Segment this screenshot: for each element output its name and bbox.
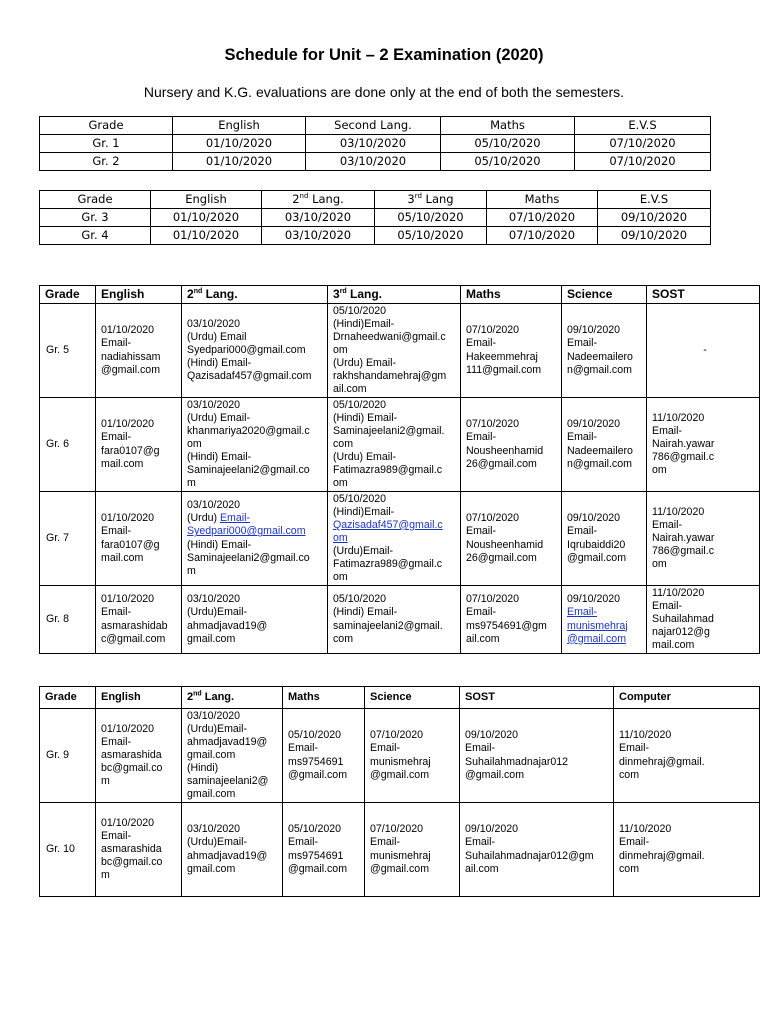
grade-cell: Gr. 8 — [40, 586, 96, 654]
email-link[interactable]: Email- — [567, 606, 598, 619]
table-row — [40, 586, 760, 654]
english-cell: 01/10/2020 Email- asmarashida bc@gmail.co m — [96, 709, 182, 803]
table-header-row — [40, 687, 760, 709]
grade-cell: Gr. 10 — [40, 803, 96, 897]
third-lang-cell: 05/10/2020 (Hindi)Email- Drnaheedwani@gmail.c om (Urdu) Email- rakhshandamehraj@gm ail.com — [328, 304, 461, 398]
date-cell: 07/10/2020 — [487, 227, 598, 245]
second-lang-cell: 03/10/2020 (Urdu)Email- ahmadjavad19@ gmail.com — [182, 586, 328, 654]
date-cell: 05/10/2020 — [375, 209, 487, 227]
sost-cell: 11/10/2020 Email- Nairah.yawar 786@gmail.c om — [647, 492, 760, 586]
header-english: English — [96, 687, 182, 709]
header-maths: Maths — [487, 191, 598, 209]
maths-cell: 07/10/2020 Email- Hakeemmehraj 111@gmail.com — [461, 304, 562, 398]
grade-cell: Gr. 7 — [40, 492, 96, 586]
maths-cell: 05/10/2020 Email- ms9754691 @gmail.com — [283, 803, 365, 897]
date-cell: 05/10/2020 — [441, 153, 575, 171]
header-science: Science — [365, 687, 460, 709]
schedule-table-gr5-8 — [39, 285, 760, 654]
header-computer: Computer — [614, 687, 760, 709]
header-grade: Grade — [40, 286, 96, 304]
header-rest: Lang — [421, 192, 454, 206]
schedule-table-gr1-2 — [39, 116, 711, 171]
date-cell: 09/10/2020 — [598, 209, 711, 227]
header-science: Science — [562, 286, 647, 304]
date-cell: 07/10/2020 — [575, 153, 711, 171]
table-header-row — [40, 117, 711, 135]
header-grade: Grade — [40, 687, 96, 709]
third-lang-cell: 05/10/2020 (Hindi) Email- saminajeelani2@gmail. com — [328, 586, 461, 654]
header-rest: Lang. — [201, 691, 235, 703]
table-row — [40, 135, 711, 153]
header-maths: Maths — [441, 117, 575, 135]
header-sup: nd — [193, 288, 203, 295]
email-link[interactable]: Syedpari000@gmail.com — [187, 525, 306, 538]
grade-cell: Gr. 9 — [40, 709, 96, 803]
header-english: English — [96, 286, 182, 304]
table-header-row — [40, 191, 711, 209]
date-cell: 01/10/2020 — [151, 209, 262, 227]
third-lang-cell — [328, 492, 461, 586]
sost-cell: - — [647, 304, 760, 398]
second-lang-cell — [182, 492, 328, 586]
english-cell: 01/10/2020 Email- asmarashida bc@gmail.co m — [96, 803, 182, 897]
grade-cell: Gr. 4 — [40, 227, 151, 245]
maths-cell: 05/10/2020 Email- ms9754691 @gmail.com — [283, 709, 365, 803]
date-cell: 01/10/2020 — [151, 227, 262, 245]
third-lang-cell: 05/10/2020 (Hindi) Email- Saminajeelani2@gmail. com (Urdu) Email- Fatimazra989@gmail.c om — [328, 398, 461, 492]
header-rest: Lang. — [202, 287, 238, 301]
lang-text: (Urdu) — [187, 512, 220, 525]
grade-cell: Gr. 6 — [40, 398, 96, 492]
english-cell: 01/10/2020 Email- asmarashidab c@gmail.com — [96, 586, 182, 654]
date-cell: 03/10/2020 — [306, 135, 441, 153]
header-num: 3 — [407, 192, 415, 206]
header-grade: Grade — [40, 117, 173, 135]
table-row — [40, 709, 760, 803]
maths-cell: 07/10/2020 Email- Nousheenhamid 26@gmail.com — [461, 398, 562, 492]
english-cell: 01/10/2020 Email- fara0107@g mail.com — [96, 398, 182, 492]
header-evs: E.V.S — [575, 117, 711, 135]
table-row — [40, 803, 760, 897]
schedule-table-gr3-4 — [39, 190, 711, 245]
header-rest: Lang. — [308, 192, 344, 206]
english-cell: 01/10/2020 Email- fara0107@g mail.com — [96, 492, 182, 586]
sost-cell: 11/10/2020 Email- Nairah.yawar 786@gmail.c om — [647, 398, 760, 492]
email-text: (Urdu)Email- Fatimazra989@gmail.c om — [333, 545, 443, 584]
email-text: 05/10/2020 (Hindi)Email- — [333, 492, 395, 518]
date-text: 03/10/2020 — [187, 499, 241, 512]
table-header-row — [40, 286, 760, 304]
header-sup: nd — [193, 690, 202, 698]
second-lang-cell: 03/10/2020 (Urdu)Email- ahmadjavad19@ gmail.com — [182, 803, 283, 897]
header-maths: Maths — [461, 286, 562, 304]
header-second-lang — [182, 286, 328, 304]
date-cell: 01/10/2020 — [173, 135, 306, 153]
header-grade: Grade — [40, 191, 151, 209]
header-rest: Lang. — [346, 287, 383, 301]
header-maths: Maths — [283, 687, 365, 709]
date-text: 09/10/2020 — [567, 593, 621, 606]
maths-cell: 07/10/2020 Email- Nousheenhamid 26@gmail.com — [461, 492, 562, 586]
date-cell: 07/10/2020 — [575, 135, 711, 153]
date-cell: 09/10/2020 — [598, 227, 711, 245]
grade-cell: Gr. 2 — [40, 153, 173, 171]
email-link[interactable]: munismehraj — [567, 619, 628, 632]
header-second-lang: Second Lang. — [306, 117, 441, 135]
header-sup: rd — [339, 288, 347, 295]
sost-cell: 09/10/2020 Email- Suhailahmadnajar012@gm ail.com — [460, 803, 614, 897]
computer-cell: 11/10/2020 Email- dinmehraj@gmail. com — [614, 803, 760, 897]
header-third-lang — [328, 286, 461, 304]
header-sost: SOST — [647, 286, 760, 304]
table-row — [40, 153, 711, 171]
header-sost: SOST — [460, 687, 614, 709]
header-english: English — [151, 191, 262, 209]
date-cell: 03/10/2020 — [306, 153, 441, 171]
table-row — [40, 304, 760, 398]
header-evs: E.V.S — [598, 191, 711, 209]
table-row — [40, 398, 760, 492]
science-cell: 09/10/2020 Email- Iqrubaiddi20 @gmail.com — [562, 492, 647, 586]
grade-cell: Gr. 3 — [40, 209, 151, 227]
header-num: 2 — [187, 287, 194, 301]
science-cell: 09/10/2020 Email- Nadeemailero n@gmail.com — [562, 304, 647, 398]
date-cell: 01/10/2020 — [173, 153, 306, 171]
email-link[interactable]: @gmail.com — [567, 632, 627, 645]
grade-cell: Gr. 1 — [40, 135, 173, 153]
sost-cell: 09/10/2020 Email- Suhailahmadnajar012 @gmail.com — [460, 709, 614, 803]
schedule-table-gr9-10 — [39, 686, 760, 897]
header-sup: nd — [299, 192, 309, 201]
email-link[interactable]: Email- — [219, 512, 250, 525]
date-cell: 05/10/2020 — [441, 135, 575, 153]
date-cell: 03/10/2020 — [262, 209, 375, 227]
page-title: Schedule for Unit – 2 Examination (2020) — [224, 46, 544, 64]
science-cell: 07/10/2020 Email- munismehraj @gmail.com — [365, 803, 460, 897]
science-cell — [562, 586, 647, 654]
computer-cell: 11/10/2020 Email- dinmehraj@gmail. com — [614, 709, 760, 803]
sost-cell: 11/10/2020 Email- Suhailahmad najar012@g mail.com — [647, 586, 760, 654]
second-lang-cell: 03/10/2020 (Urdu) Email Syedpari000@gmail.com (Hindi) Email- Qazisadaf457@gmail.com — [182, 304, 328, 398]
page-subtitle: Nursery and K.G. evaluations are done only at the end of both the semesters. — [143, 84, 625, 100]
email-text: (Hindi) Email- Saminajeelani2@gmail.co m — [187, 538, 310, 577]
table-row — [40, 227, 711, 245]
maths-cell: 07/10/2020 Email- ms9754691@gm ail.com — [461, 586, 562, 654]
date-cell: 07/10/2020 — [487, 209, 598, 227]
science-cell: 07/10/2020 Email- munismehraj @gmail.com — [365, 709, 460, 803]
header-num: 2 — [187, 691, 194, 703]
second-lang-cell: 03/10/2020 (Urdu) Email- khanmariya2020@gmail.c om (Hindi) Email- Saminajeelani2@gmail.co m — [182, 398, 328, 492]
science-cell: 09/10/2020 Email- Nadeemailero n@gmail.com — [562, 398, 647, 492]
english-cell: 01/10/2020 Email- nadiahissam @gmail.com — [96, 304, 182, 398]
email-link[interactable]: Qazisadaf457@gmail.c — [333, 518, 443, 531]
table-row — [40, 209, 711, 227]
header-sup: rd — [414, 192, 422, 201]
second-lang-cell: 03/10/2020 (Urdu)Email- ahmadjavad19@ gmail.com (Hindi) saminajeelani2@ gmail.com — [182, 709, 283, 803]
grade-cell: Gr. 5 — [40, 304, 96, 398]
email-link[interactable]: om — [333, 531, 348, 544]
date-cell: 03/10/2020 — [262, 227, 375, 245]
table-row — [40, 492, 760, 586]
header-num: 2 — [292, 192, 300, 206]
header-second-lang — [262, 191, 375, 209]
header-english: English — [173, 117, 306, 135]
header-num: 3 — [333, 287, 340, 301]
header-second-lang — [182, 687, 283, 709]
header-third-lang — [375, 191, 487, 209]
date-cell: 05/10/2020 — [375, 227, 487, 245]
